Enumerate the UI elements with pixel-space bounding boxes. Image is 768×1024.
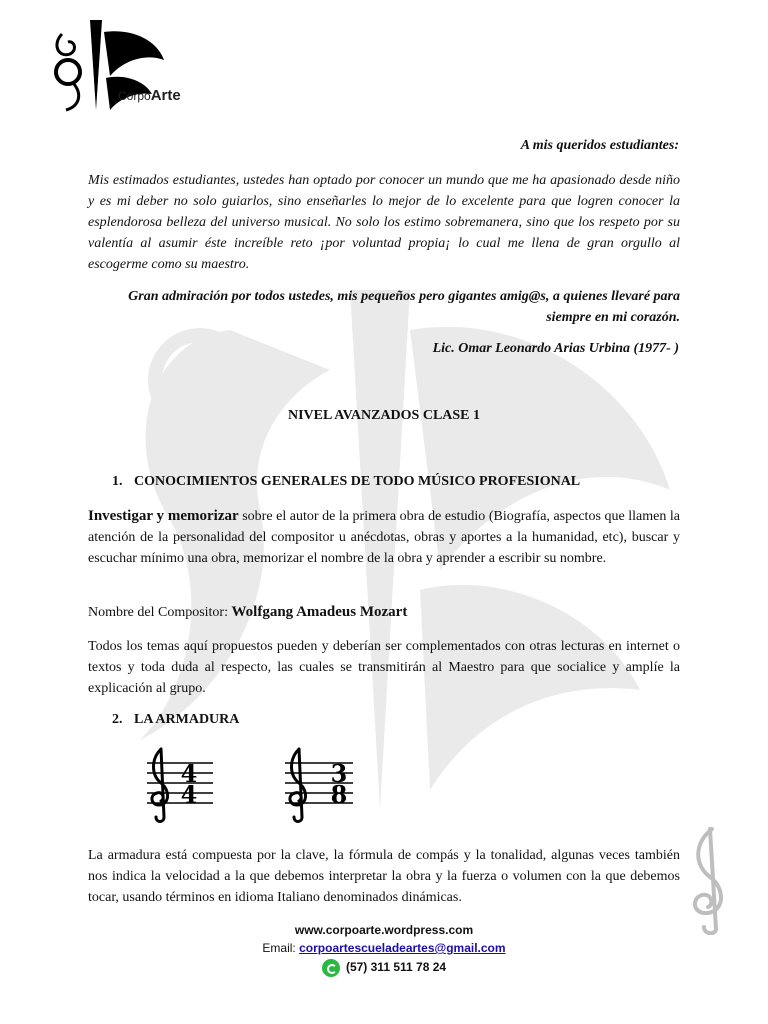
footer-email-label: Email: (262, 941, 300, 955)
composer-line (88, 602, 680, 623)
section-title: LA ARMADURA (134, 712, 240, 727)
footer-phone: (57) 311 511 78 24 (345, 960, 447, 975)
footer-email-line (0, 941, 768, 955)
time-signature-top: 3 (330, 759, 348, 788)
section-heading-2 (112, 712, 239, 728)
treble-clef-icon (152, 749, 168, 822)
investigate-lead: Investigar y memorizar (88, 508, 239, 524)
armadura-paragraph: La armadura está compuesta por la clave, la fórmula de compás y la tonalidad, algunas veces también nos indica la velocidad a la que debemos interpretar la obra y la fuerza o volumen con la que debemos tocar, usando términos en idioma Italiano denominados dinámicas. (88, 848, 680, 905)
treble-clef-icon (290, 749, 306, 822)
letter-admiration: Gran admiración por todos ustedes, mis pequeños pero gigantes amig@s, a quienes llevaré para siempre en mi corazón. (128, 289, 680, 325)
composer-name: Wolfgang Amadeus Mozart (231, 604, 408, 620)
time-signature-top: 4 (180, 759, 198, 788)
section-number: 2. (112, 712, 123, 727)
section-heading-1 (112, 474, 580, 490)
treble-clef-decoration (680, 825, 740, 935)
section-number: 1. (112, 474, 123, 489)
footer-website[interactable]: www.corpoarte.wordpress.com (294, 923, 474, 937)
topics-paragraph: Todos los temas aquí propuestos pueden y deberían ser complementados con otras lecturas en internet o textos y toda duda al respecto, las cuales se transmitirán al Maestro para que socialice y amplíe la explicación al grupo. (88, 639, 680, 696)
investigate-paragraph (88, 506, 680, 569)
section-title: CONOCIMIENTOS GENERALES DE TODO MÚSICO PROFESIONAL (134, 474, 581, 489)
staff-time-signature-2 (283, 745, 355, 825)
footer-email-link[interactable]: corpoartescueladeartes@gmail.com (299, 941, 506, 955)
time-signature-bottom: 8 (330, 780, 348, 809)
level-title: NIVEL AVANZADOS CLASE 1 (287, 408, 481, 423)
logo-wordmark: CorpoArte (118, 87, 181, 104)
whatsapp-icon (322, 959, 340, 977)
time-signature-bottom: 4 (180, 780, 198, 809)
letter-greeting: A mis queridos estudiantes: (520, 138, 679, 153)
composer-label: Nombre del Compositor: (88, 605, 232, 620)
staff-time-signature-1 (145, 745, 215, 825)
investigate-text: sobre el autor de la primera obra de estudio (Biografía, aspectos que llamen la atención de la personalidad del compositor u anécdotas, obras y aportes a la humanidad, etc), buscar y escuchar mínimo una obra, memorizar el nombre de la obra y aprender a escribir su nombre. (88, 509, 681, 566)
letter-body: Mis estimados estudiantes, ustedes han optado por conocer un mundo que me ha apasionado desde niño y es mi deber no solo guiarlos, sino enseñarles lo mejor de lo excelente para que logren conocer la esplendorosa belleza del universo musical. No solo los estimo sobremanera, sino que los respeto por su valentía al asumir éste increíble reto ¡por voluntad propia¡ lo cual me llena de gran orgullo al escogerme como su maestro. (88, 173, 680, 272)
footer-phone-line (0, 959, 768, 977)
letter-signature: Lic. Omar Leonardo Arias Urbina (1977- ) (432, 341, 679, 356)
